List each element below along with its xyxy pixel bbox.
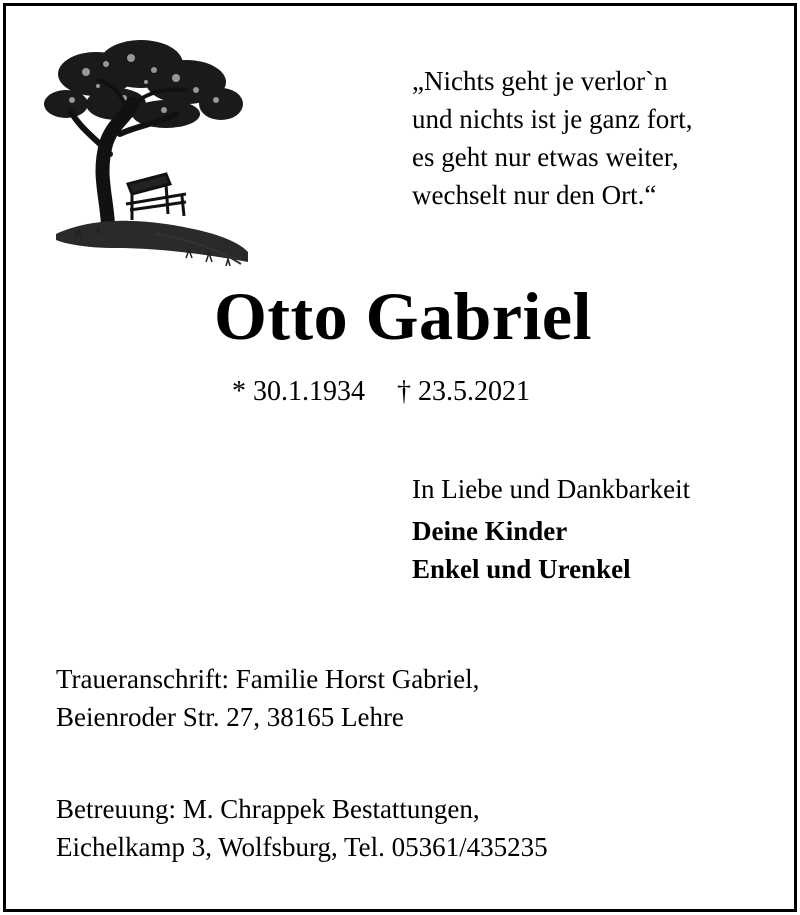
quote-line: und nichts ist je ganz fort, <box>412 104 693 134</box>
mourners-block <box>412 470 690 588</box>
death-date: † 23.5.2021 <box>397 376 530 407</box>
obituary-frame <box>3 3 797 912</box>
mourners-line: Deine Kinder <box>412 516 568 546</box>
deceased-name: Otto Gabriel <box>213 278 593 354</box>
mourners-intro: In Liebe und Dankbarkeit <box>412 474 691 504</box>
service-line: Betreuung: M. Chrappek Bestattungen, <box>56 794 480 824</box>
mourning-address <box>56 660 479 736</box>
funeral-service-info <box>56 790 548 866</box>
birth-date: * 30.1.1934 <box>232 376 365 407</box>
address-line: Traueranschrift: Familie Horst Gabriel, <box>56 664 480 694</box>
quote-line: es geht nur etwas weiter, <box>412 142 679 172</box>
tree-with-bench-icon <box>36 34 256 274</box>
service-line: Eichelkamp 3, Wolfsburg, Tel. 05361/435235 <box>56 832 548 862</box>
life-dates <box>232 374 530 410</box>
quote-block <box>412 62 692 214</box>
quote-line: „Nichts geht je verlor`n <box>412 66 668 96</box>
quote-line: wechselt nur den Ort.“ <box>412 180 657 210</box>
address-line: Beienroder Str. 27, 38165 Lehre <box>56 702 404 732</box>
mourners-line: Enkel und Urenkel <box>412 554 631 584</box>
